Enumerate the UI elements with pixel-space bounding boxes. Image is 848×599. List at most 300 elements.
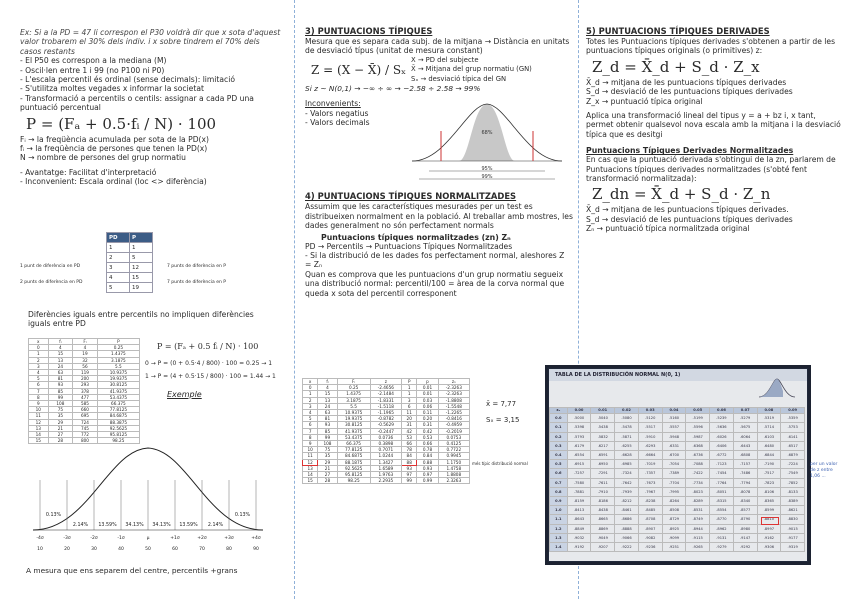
table-cell: .6517 [781,441,805,450]
table-cell: .7291 [591,469,615,478]
table-cell: .7357 [638,469,662,478]
table-cell: -0.8782 [370,416,401,422]
table-cell: .9032 [567,533,591,542]
table-cell: 0.9 [550,497,568,506]
table-cell: .9177 [781,533,805,542]
table-cell: .6480 [757,441,781,450]
table-cell: .8159 [567,497,591,506]
z-formula-row [305,56,573,84]
table-cell: -1.5548 [438,403,469,409]
table-cell: 85 [48,388,73,394]
label-95: 95% [481,166,493,173]
inconvenient-2: - Valors decimals [305,118,370,128]
table-cell: .9147 [733,533,757,542]
table-cell: .6368 [686,441,710,450]
table-cell: .8790 [733,515,757,524]
table-cell: 88 [402,459,417,465]
mean-stat: x̄ = 7,77 [486,400,517,408]
table-cell: .7549 [781,469,805,478]
table-cell: 1.4758 [438,465,469,471]
table-cell: 93 [402,465,417,471]
table-cell: .7734 [686,478,710,487]
table-cell: 35 [318,453,337,459]
table-cell: .8531 [686,506,710,515]
pd-cell: 2 [107,253,130,263]
table-cell: 19 [73,351,98,357]
table-row [550,414,805,423]
table-cell: .8438 [591,506,615,515]
table-cell: .7157 [733,460,757,469]
table-cell: 1 [303,391,318,397]
table-cell: .7995 [662,487,686,496]
zt-col-Fi: Fᵢ [337,379,370,385]
table-cell: .5753 [781,423,805,432]
table-cell: 15 [303,478,318,484]
exemple-label: Exemple [167,389,202,399]
bullet-4: - S'utilitza moltes vegades x informar la societat [20,84,204,94]
table-cell: .7517 [757,469,781,478]
table-cell: .8944 [686,524,710,533]
table-cell: 75 [48,407,73,413]
table-cell: 5 [29,376,49,382]
table-cell: 3 [402,397,417,403]
pd-p-table [106,232,153,293]
def-1: Fᵢ → la freqüència acumulada per sota de la PD(x) [20,134,209,144]
table-cell: 1.4 [550,543,568,552]
table-row [550,506,805,515]
table-cell: 7 [29,388,49,394]
table-cell: 0.3 [550,441,568,450]
table-cell: 293 [73,382,98,388]
table-cell: 5.5 [97,363,139,369]
table-cell: .6808 [733,451,757,460]
band-percent: 34.13% [152,523,171,528]
table-row [550,469,805,478]
table-cell: .9115 [686,533,710,542]
centile-tick: 70 [199,547,205,552]
zt-col-z: z [370,379,401,385]
table-cell: 477 [73,394,98,400]
table-cell: .9222 [615,543,639,552]
table-cell: 95.8125 [337,472,370,478]
zt-col-fi: fᵢ [318,379,337,385]
table-cell: 35 [48,413,73,419]
table-cell: .5120 [638,414,662,423]
table-cell: 95.8125 [97,432,139,438]
table-cell: .8106 [757,487,781,496]
table-cell: .5987 [686,432,710,441]
table-cell: .8869 [591,524,615,533]
pd-cell: 4 [107,273,130,283]
table-cell: .8621 [781,506,805,515]
table-row [550,432,805,441]
table-cell: 1.1 [550,515,568,524]
table-cell: 0.93 [417,465,438,471]
section-5-desc: Totes les Puntuacions típiques derivades s'obtenen a partir de les puntuacions típiques originals (o primitives) z: [586,37,836,56]
sd-tick: +1σ [170,536,180,541]
table-cell: -2.3263 [438,385,469,391]
table-cell: 1.1750 [438,459,469,465]
diff-note: Diferències iguals entre percentils no impliquen diferències iguals entre PD [28,310,254,329]
linear-transform-desc: Aplica una transformació lineal del tipus y = a + bz i, x tant, permet obtenir qualsevol nova escala amb la mitjana i la desviació típica que es desitgi [586,111,841,139]
z-defs [411,56,532,84]
derived-normalized-title: Puntuacions Típiques Derivades Normalitzades [586,146,794,156]
centile-tick: 90 [253,547,259,552]
table-cell: -2.3263 [438,391,469,397]
table-cell: 0.88 [417,459,438,465]
header-cell: 0.03 [638,408,662,414]
table-cell: 92.5625 [97,425,139,431]
derived-normalized-desc: En cas que la puntuació derivada s'obtingui de la zn, parlarem de Puntuacions típiques derivades normalitzades (s'obté fent transformació normalitzada): [586,155,836,184]
table-cell: 4 [73,345,98,351]
table-cell: 5.5 [337,403,370,409]
table-cell: 27 [318,472,337,478]
table-cell: .5080 [615,414,639,423]
table-cell: .6628 [615,451,639,460]
percentile-formula: P = (Fₐ + 0.5·fᵢ / N) · 100 [26,114,217,133]
table-cell: .8485 [638,506,662,515]
table-cell: .9207 [591,543,615,552]
advantage: - Avantatge: Facilitat d'interpretació [20,167,157,177]
table-cell: 800 [73,438,98,444]
table-cell: 119 [73,370,98,376]
table-cell: 1.9763 [370,472,401,478]
table-cell: .8599 [757,506,781,515]
zt-col-zn: zₙ [438,379,469,385]
p-cell: 5 [130,253,153,263]
table-cell: 63 [318,410,337,416]
table-cell: 15 [29,438,49,444]
table-cell: .8389 [781,497,805,506]
calc-formula: P = (Fₐ + 0.5 fᵢ / N) · 100 [157,342,259,351]
table-cell: .9306 [757,543,781,552]
normalized-flow: PD → Percentils → Puntuacions Típiques Normalitzades [305,241,513,251]
header-cell: 0.04 [662,408,686,414]
band-percent: 13.59% [98,523,117,528]
table-cell: .6179 [567,441,591,450]
centile-tick: 80 [226,547,232,552]
table-row [550,543,805,552]
table-cell: 1 [29,351,49,357]
table-cell: -1.8331 [370,397,401,403]
table-cell: 30.8125 [97,382,139,388]
table-cell: -0.2447 [370,428,401,434]
table-cell: 5 [303,416,318,422]
table-cell: 29 [318,459,337,465]
normal-curve-68-95-99 [407,99,567,185]
table-cell: .8413 [567,506,591,515]
table-cell: 585 [73,401,98,407]
table-cell: 0.7 [550,478,568,487]
table-cell: 97 [402,472,417,478]
table-cell: .7823 [757,478,781,487]
table-cell: 13 [303,465,318,471]
table-cell: .7422 [686,469,710,478]
table-cell: 4 [48,345,73,351]
sd-tick: +4σ [251,536,261,541]
table-cell: 88.3875 [97,419,139,425]
table-cell: 1.3 [550,533,568,542]
pdp-note-left-1: 1 punt de diferència en PD [20,264,81,269]
table-cell: 0.5 [550,460,568,469]
table-cell: 0.0753 [438,434,469,440]
def-3: N → nombre de persones del grup normatiu [20,153,186,163]
table-cell: .7257 [567,469,591,478]
table-cell: .7123 [710,460,734,469]
table-cell: .9049 [591,533,615,542]
table-cell: 0.11 [417,410,438,416]
table-cell: .8962 [710,524,734,533]
table-cell: 1.4375 [337,391,370,397]
table-cell: 660 [73,407,98,413]
table-cell: 75 [318,447,337,453]
table-cell: 28 [48,438,73,444]
table-cell: 108 [48,401,73,407]
table-cell: .9162 [757,533,781,542]
table-cell: .8554 [710,506,734,515]
table-cell: .8729 [662,515,686,524]
table-cell: .8980 [733,524,757,533]
table-cell: 41.9375 [337,428,370,434]
pdp-note-right-1: 7 punts de diferència en P [167,264,226,269]
table-cell: 3 [29,363,49,369]
table-cell: .8315 [710,497,734,506]
table-cell: 9 [29,401,49,407]
bullet-3: - L'escala percentil és ordinal (sense decimals): limitació [20,75,235,85]
table-cell: .6141 [781,432,805,441]
table-cell: 0.03 [417,397,438,403]
table-cell: 0.01 [417,391,438,397]
table-cell: -1.2265 [438,410,469,416]
table-cell: 9 [303,441,318,447]
table-cell: .9192 [567,543,591,552]
table-cell: 1.4375 [97,351,139,357]
pdp-note-right-2: 7 punts de diferència en P [167,280,226,285]
table-cell: .5675 [733,423,757,432]
table-row [550,533,805,542]
table-cell: -1.8808 [438,397,469,403]
table-cell: .6026 [710,432,734,441]
table-cell: .8665 [591,515,615,524]
table-cell: 3.1875 [97,357,139,363]
disadvantage: - Inconvenient: Escala ordinal (loc <> diferència) [20,177,207,187]
table-cell: 0.66 [417,441,438,447]
table-cell: .6736 [686,451,710,460]
table-cell: 4 [29,370,49,376]
intro-example: Ex: Si a la PD = 47 li correspon el P30 voldrà dir que x sota d'aquest valor trobarem el 30% dels indiv. i x sobre tindrem el 70% dels casos restants [20,28,281,56]
table-cell: 8 [29,394,49,400]
col-P: P [97,339,139,345]
table-cell: 98.25 [337,478,370,484]
table-cell: 1.0 [550,506,568,515]
table-cell: .5000 [567,414,591,423]
table-cell: 77.8125 [97,407,139,413]
table-cell: .5636 [710,423,734,432]
table-cell: 66 [402,441,417,447]
table-cell: 30.8125 [337,422,370,428]
table-row [550,478,805,487]
col-fi: fᵢ [48,339,73,345]
col-x: x [29,339,49,345]
sd-tick: μ [146,536,150,541]
table-cell: .8051 [710,487,734,496]
table-cell: 2 [29,357,49,363]
header-cell: 0.07 [733,408,757,414]
table-cell: 12 [29,419,49,425]
table-cell: .8810 [757,515,781,524]
table-cell: .5359 [781,414,805,423]
p-cell: 19 [130,283,153,293]
table-cell: .9292 [733,543,757,552]
table-cell: 31 [402,422,417,428]
table-cell: 77.8125 [337,447,370,453]
table-cell: .6255 [615,441,639,450]
table-cell: 0.1 [550,423,568,432]
table-cell: .7764 [710,478,734,487]
table-cell: .6293 [638,441,662,450]
table-cell: 745 [73,425,98,431]
table-cell: .5910 [638,432,662,441]
table-cell: 772 [73,432,98,438]
header-cell: 0.06 [710,408,734,414]
table-cell: .7852 [781,478,805,487]
table-cell: 8 [303,434,318,440]
table-cell: .7088 [686,460,710,469]
table-cell: .9236 [638,543,662,552]
p-header: P [130,233,153,243]
table-cell: 6 [303,422,318,428]
zt-col-p: p [417,379,438,385]
table-cell: 84.6875 [337,453,370,459]
dn-def-1: X̄_d → mitjana de les puntuacions típiques derivades. [586,205,789,215]
table-row [550,441,805,450]
p-cell: 15 [130,273,153,283]
section-5-title: 5) PUNTUACIONS TÍPIQUES DERIVADES [586,26,770,36]
table-cell: .6950 [591,460,615,469]
table-cell: 0.2 [550,432,568,441]
table-cell: .6443 [733,441,757,450]
table-cell: 1.0244 [370,453,401,459]
table-cell: .8238 [638,497,662,506]
inconvenient-1: - Valors negatius [305,108,369,118]
table-cell: 19.9375 [337,416,370,422]
table-cell: .7794 [733,478,757,487]
table-cell: 28 [318,478,337,484]
table-cell: .7910 [591,487,615,496]
normalized-subtitle: Puntuacions típiques normalitzades (zn) Zₙ [321,232,511,242]
frequency-table [28,338,140,444]
band-percent: 0.13% [234,513,251,518]
table-cell: 695 [73,413,98,419]
table-cell: .5832 [591,432,615,441]
table-cell: .7580 [567,478,591,487]
pd-header: PD [107,233,130,243]
pd-cell: 3 [107,263,130,273]
table-cell: .5279 [733,414,757,423]
header-cell: zₒ [550,408,568,414]
table-cell: .6664 [638,451,662,460]
z-def-2: X̄ → Mitjana del grup normatiu (GN) [411,65,532,74]
table-cell: .9265 [686,543,710,552]
calc-block [145,342,285,399]
table-row [550,497,805,506]
table-cell: .7939 [615,487,639,496]
table-cell: .8212 [615,497,639,506]
z-def-3: Sₓ → desviació típica del GN [411,74,507,83]
table-cell: 66.375 [337,441,370,447]
table-cell: 1 [402,391,417,397]
table-cell: 724 [73,419,98,425]
table-cell: .5517 [638,423,662,432]
table-cell: 99 [48,394,73,400]
sd-tick: -2σ [90,536,98,541]
table-cell: 15 [318,391,337,397]
centile-tick: 20 [64,547,70,552]
table-cell: .8461 [615,506,639,515]
table-cell: 14 [303,472,318,478]
table-cell: 378 [73,388,98,394]
inconvenients-title: Inconvenients: [305,99,361,109]
sd-tick: +2σ [197,536,207,541]
header-cell: 0.08 [757,408,781,414]
side-annotation: per un valor de z entre 1,06 ... [810,462,838,479]
table-cell: 32 [73,357,98,363]
table-cell: 13 [318,397,337,403]
table-row [550,451,805,460]
table-cell: .9082 [638,533,662,542]
col-Fi: Fᵢ [73,339,98,345]
table-cell: .6406 [710,441,734,450]
table-cell: 84.6875 [97,413,139,419]
table-cell: 29 [48,419,73,425]
band-percent: 2.14% [207,523,224,528]
table-cell: .5714 [757,423,781,432]
table-cell: 88.1875 [337,459,370,465]
table-cell: 0.01 [417,385,438,391]
table-cell: 2.2935 [370,478,401,484]
z-range-line: Si z ~ N(0,1) → −∞ ÷ ∞ → −2.58 ÷ 2.58 → 99% [305,84,481,94]
table-cell: 24 [318,403,337,409]
derived-normalized-formula: Z_dn = X̄_d + S_d · Z_n [592,185,771,204]
def-2: fᵢ → la freqüència de persones que tenen la PD(x) [20,144,208,154]
table-cell: 0.99 [417,478,438,484]
sd-tick: -1σ [117,536,125,541]
table-cell: 56 [73,363,98,369]
sd-tick: +3σ [224,536,234,541]
table-cell: 4 [303,410,318,416]
footer-note: A mesura que ens separem del centre, percentils +grans [26,566,238,575]
z-formula: Z = (X − X̄) / Sₓ [311,62,407,77]
table-cell: 84 [402,453,417,459]
photo-title: TABLA DE LA DISTRIBUCIÓN NORMAL N(0, 1) [549,369,807,381]
table-cell: 98.25 [97,438,139,444]
column-typical-scores [297,0,579,599]
section-3-title: 3) PUNTUACIONS TÍPIQUES [305,26,433,36]
table-cell: 85 [318,428,337,434]
table-cell: 13 [48,357,73,363]
table-cell: 200 [73,376,98,382]
table-cell: .8997 [757,524,781,533]
table-cell: .5319 [757,414,781,423]
table-cell: .7190 [757,460,781,469]
normal-curve-percentiles [28,440,268,560]
table-cell: .8023 [686,487,710,496]
table-cell: 21 [48,425,73,431]
table-cell: .5557 [662,423,686,432]
table-cell: .7642 [615,478,639,487]
table-cell: .6915 [567,460,591,469]
derived-def-2: S_d → desviació de les puntuacions típiques derivades [586,87,793,97]
